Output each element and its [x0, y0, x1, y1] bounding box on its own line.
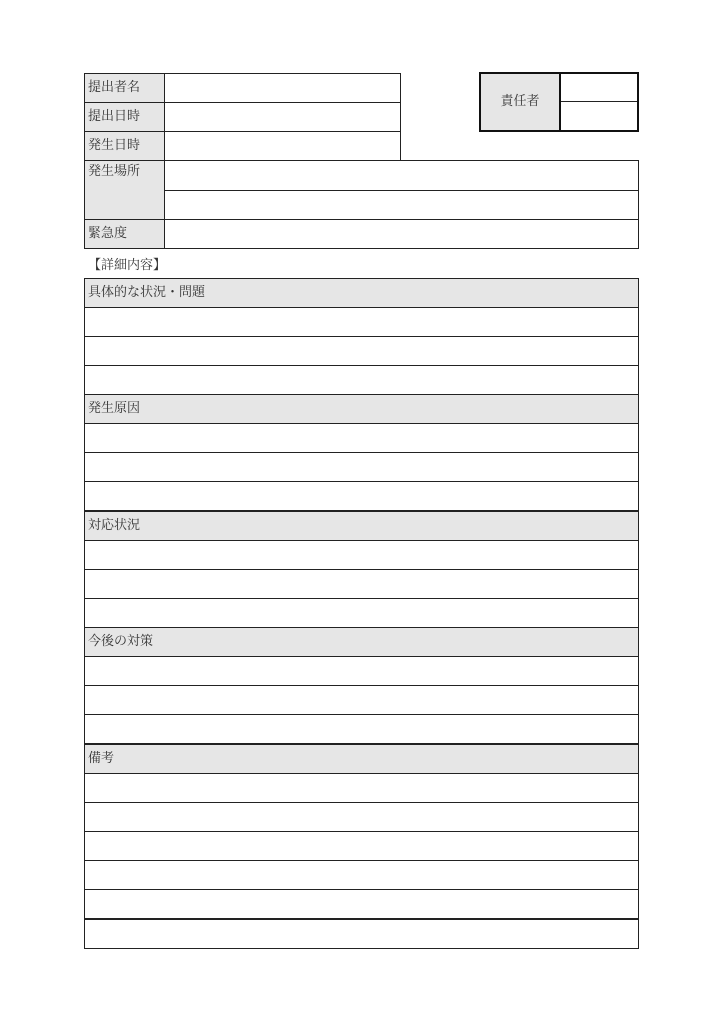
remarks-line[interactable]	[84, 919, 639, 949]
responsible-label: 責任者	[479, 72, 561, 132]
section-header-remarks: 備考	[84, 744, 639, 774]
submitter-field[interactable]	[164, 73, 401, 103]
location-label: 発生場所	[84, 160, 165, 220]
urgency-label: 緊急度	[84, 219, 165, 249]
location-field-1[interactable]	[164, 160, 639, 191]
response-line[interactable]	[84, 569, 639, 599]
location-field-2[interactable]	[164, 190, 639, 220]
cause-line[interactable]	[84, 423, 639, 453]
remarks-line[interactable]	[84, 860, 639, 890]
remarks-line[interactable]	[84, 831, 639, 861]
countermeasure-line[interactable]	[84, 714, 639, 744]
urgency-field[interactable]	[164, 219, 639, 249]
submit-date-label: 提出日時	[84, 102, 165, 132]
section-header-cause: 発生原因	[84, 394, 639, 424]
submit-date-field[interactable]	[164, 102, 401, 132]
situation-line[interactable]	[84, 365, 639, 395]
countermeasure-line[interactable]	[84, 685, 639, 715]
responsible-stamp-box	[559, 72, 639, 132]
section-header-situation: 具体的な状況・問題	[84, 278, 639, 308]
section-header-countermeasure: 今後の対策	[84, 627, 639, 657]
situation-line[interactable]	[84, 307, 639, 337]
remarks-line[interactable]	[84, 773, 639, 803]
details-caption: 【詳細内容】	[88, 258, 167, 273]
submitter-label: 提出者名	[84, 73, 165, 103]
occur-date-field[interactable]	[164, 131, 401, 161]
response-line[interactable]	[84, 598, 639, 628]
occur-date-label: 発生日時	[84, 131, 165, 161]
cause-line[interactable]	[84, 481, 639, 511]
section-header-response: 対応状況	[84, 511, 639, 541]
remarks-line[interactable]	[84, 889, 639, 919]
countermeasure-line[interactable]	[84, 656, 639, 686]
cause-line[interactable]	[84, 452, 639, 482]
remarks-line[interactable]	[84, 802, 639, 832]
situation-line[interactable]	[84, 336, 639, 366]
response-line[interactable]	[84, 540, 639, 570]
responsible-stamp-divider	[561, 101, 637, 102]
